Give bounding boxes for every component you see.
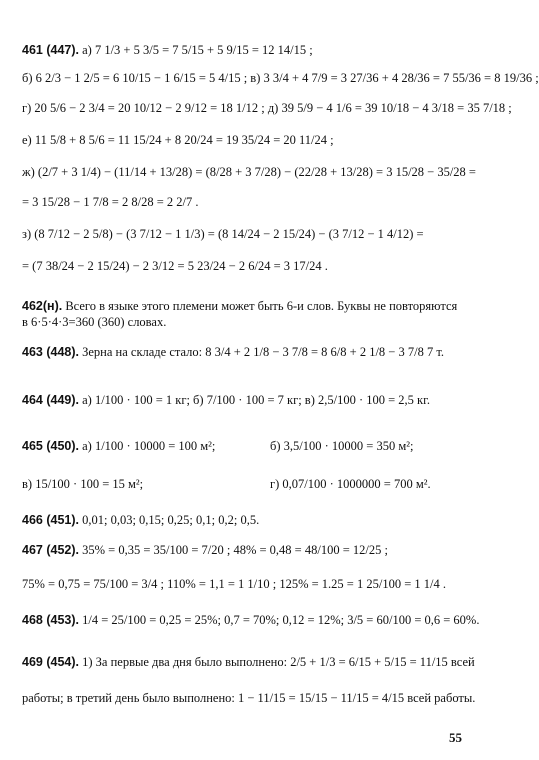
solution-469-line-2: работы; в третий день было выполнено: 1 − 11/15 = 15/15 − 11/15 = 4/15 всей работы.: [22, 691, 476, 705]
solution-466: 466 (451). 0,01; 0,03; 0,15; 0,25; 0,1; 0,2; 0,5.: [22, 513, 260, 527]
solution-461-line-2: б) 6 2/3 − 1 2/5 = 6 10/15 − 1 6/15 = 5 4/15 ; в) 3 3/4 + 4 7/9 = 3 27/36 + 4 28/36 = 7 55/36 = 8 19/36 ;: [22, 71, 539, 85]
solution-465-line-1: 465 (450). а) 1/100 · 10000 = 100 м²;: [22, 439, 216, 453]
solution-465-b: б) 3,5/100 · 10000 = 350 м²;: [270, 439, 414, 453]
solution-467-line-1: 467 (452). 35% = 0,35 = 35/100 = 7/20 ; 48% = 0,48 = 48/100 = 12/25 ;: [22, 543, 388, 557]
solution-461-line-6: = 3 15/28 − 1 7/8 = 2 8/28 = 2 2/7 .: [22, 195, 199, 209]
solution-469-line-1: 469 (454). 1) За первые два дня было выполнено: 2/5 + 1/3 = 6/15 + 5/15 = 11/15 всей: [22, 655, 475, 669]
solution-465-d: г) 0,07/100 · 1000000 = 700 м².: [270, 477, 431, 491]
solution-462: 462(н). Всего в языке этого племени может быть 6-и слов. Буквы не повторяются в 6·5·4·3=360 (360) словах.: [22, 299, 458, 329]
solution-461-line-7: з) (8 7/12 − 2 5/8) − (3 7/12 − 1 1/3) = (8 14/24 − 2 15/24) − (3 7/12 − 1 4/12) =: [22, 227, 424, 241]
solution-463: 463 (448). Зерна на складе стало: 8 3/4 + 2 1/8 − 3 7/8 = 8 6/8 + 2 1/8 − 3 7/8 7 т.: [22, 345, 444, 359]
page-number: 55: [449, 730, 462, 745]
solution-461-line-3: г) 20 5/6 − 2 3/4 = 20 10/12 − 2 9/12 = 18 1/12 ; д) 39 5/9 − 4 1/6 = 39 10/18 − 4 3/18 = 35 7/18 ;: [22, 101, 512, 115]
solution-464: 464 (449). а) 1/100 · 100 = 1 кг; б) 7/100 · 100 = 7 кг; в) 2,5/100 · 100 = 2,5 кг.: [22, 393, 430, 407]
solution-461-line-4: е) 11 5/8 + 8 5/6 = 11 15/24 + 8 20/24 = 19 35/24 = 20 11/24 ;: [22, 133, 334, 147]
solution-461-line-1: 461 (447). а) 7 1/3 + 5 3/5 = 7 5/15 + 5 9/15 = 12 14/15 ;: [22, 43, 313, 57]
solution-461-line-8: = (7 38/24 − 2 15/24) − 2 3/12 = 5 23/24 − 2 6/24 = 3 17/24 .: [22, 259, 328, 273]
solution-465-c: в) 15/100 · 100 = 15 м²;: [22, 477, 144, 491]
solution-461-line-5: ж) (2/7 + 3 1/4) − (11/14 + 13/28) = (8/28 + 3 7/28) − (22/28 + 13/28) = 3 15/28 − 35/28 =: [22, 165, 476, 179]
solution-467-line-2: 75% = 0,75 = 75/100 = 3/4 ; 110% = 1,1 = 1 1/10 ; 125% = 1.25 = 1 25/100 = 1 1/4 .: [22, 577, 446, 591]
solution-468: 468 (453). 1/4 = 25/100 = 0,25 = 25%; 0,7 = 70%; 0,12 = 12%; 3/5 = 60/100 = 0,6 = 60%.: [22, 613, 480, 627]
